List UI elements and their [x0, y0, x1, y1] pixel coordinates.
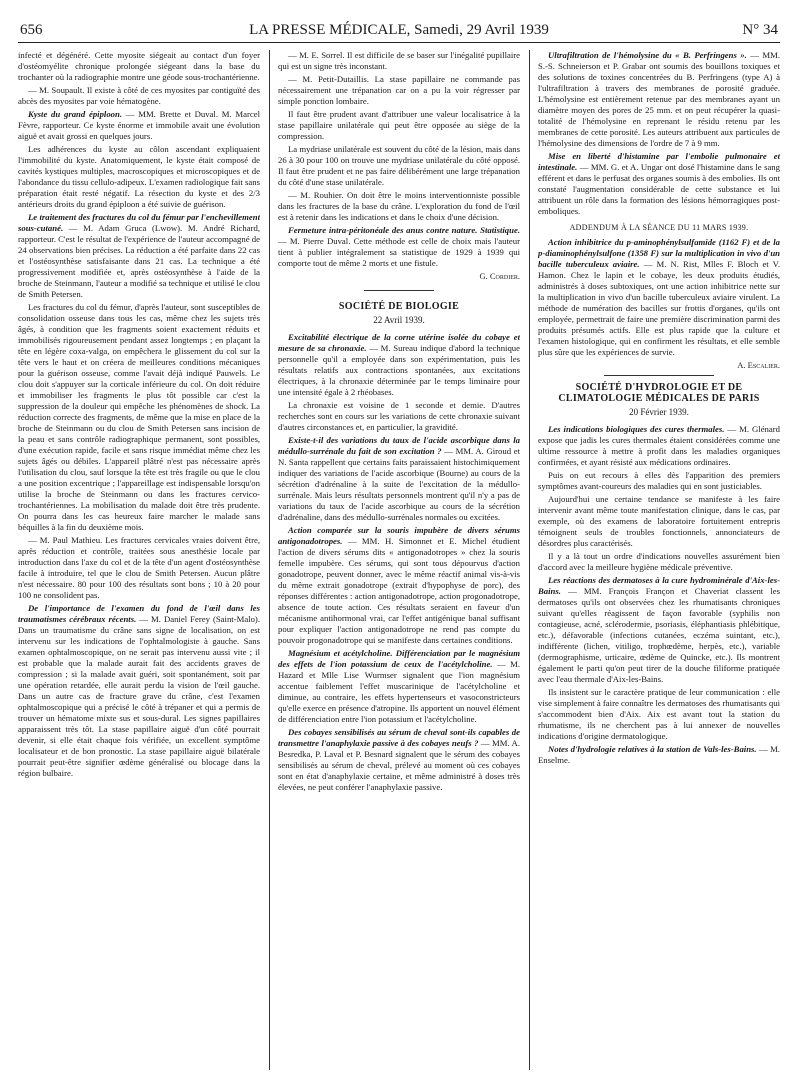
paragraph-text: — M. Sureau indique d'abord la technique personnelle qu'il a employée dans son expérimentation, puis les résultats relatifs aux contractions spontanées, aux excitations électriques, à la chronaxie déterminée par le temps liminaire pour une intensité égale à 2 rhéobases. — [278, 343, 520, 397]
society-heading: SOCIÉTÉ DE BIOLOGIE — [338, 301, 460, 312]
paragraph-text: — M. Paul Mathieu. Les fractures cervicales vraies doivent être, après réduction et contrôle, traitées sous anesthésie locale par introduction dans l'axe du col et de la tête d'un agent d'ostéosynthèse facile à introduire, tel que le clou de Smith Petersen. Aucun plâtre n'est nécessaire. 80 pour 100 des résultats sont bons ; 10 à 20 pour 100 ne consolident pas. — [18, 535, 260, 600]
paragraph-text: — M. Rouhier. On doit être le moins interventionniste possible dans les fractures de la base du crâne. L'exploration du fond de l'œil est à retenir dans les indications et dans le choix d'une décision. — [278, 190, 520, 222]
paragraph-text: Les fractures du col du fémur, d'après l'auteur, sont susceptibles de consolidation osseuse dans tous les cas, même chez les sujets très âgés, à condition que les fragments soient exactement réduits et immobilisés rigoureusement pendant assez longtemps ; en plaçant la tête en légère coxa-valga, on empêchera le glissement du col sur la tête vers le haut et on créera de meilleures conditions mécaniques pour la guérison osseuse, comme l'avait déjà indiqué Pauwels. Le clou doit s'appuyer sur la corticale inférieure du col. On doit réduire et immobiliser les fragments le plus tôt possible car c'est la suppression de la douleur qui empêche les phénomènes de shock. La réduction correcte des fragments, de même que la mise en place de la broche de Steinmann ou du clou de Smith Petersen sans incision de la peau et sans contrôle radiographique permanent, sont possibles, d'une exécution rapide, facile et sans risque immédiat même chez les sujets âgés ou débiles. L'appareil plâtré n'est pas nécessaire après l'utilisation du clou, sauf lorsque la tête est très fragile ou que le clou a une position excentrique ; l'appareillage est indispensable lorsqu'on utilise la broche de Steinmann ou dans les fractures cervico-trochantériennes. La mobilisation du malade doit être très prudente. On pourra dans les cas heureux faire marcher le malade sans béquilles à la fin du deuxième mois. — [18, 302, 260, 532]
paragraph — [538, 470, 780, 492]
paragraph-text: — M. Daniel Ferey (Saint-Malo). Dans un traumatisme du crâne sans signe de localisation, on est intervenu sur les indications de l'ophtalmologiste à gauche. Sans examen ophtalmoscopique, on ne serait pas intervenu aussi vite ; il est probable que la malade aurait fait des accidents graves de compression ; si la malade avait guéri, soit spontanément, soit par une opération retardée, elle aurait perdu la vision de l'œil gauche. Dans un autre cas de fracture grave du crâne, c'est l'examen ophtalmoscopique qui a précisé le côté à trépaner et qui a permis de trouver un hématome mixte sus et sous-dural. Les signes papillaires apparaissent très tôt. La stase papillaire aiguë d'un côté pourrait devenir, si elle était chaque fois vérifiée, un excellent symptôme localisateur et de bon pronostic. La stase papillaire aiguë bilatérale pourrait peut-être signifier œdème généralisé ou blocage dans la région bulbaire. — [18, 614, 260, 778]
column-2 — [278, 50, 520, 1070]
paragraph-text: — MM. H. Simonnet et E. Michel étudient l'action de divers sérums dits « antigonadotropes » chez la souris femelle impubère. Ces sérums, qui sont tous dépourvus d'action gonadotrope, peuvent donner, avec le même réactif animal vis-à-vis du même extrait gonadotrope (extrait d'hypophyse de porc), des réponses différentes : action antigonadotrope, action progonadotrope, absence de toute action. Ces résultats seraient en faveur d'un mécanisme antihormonal vrai, car l'effet antigénique banal suffisant pour expliquer l'action antigonadotrope ne rend pas compte du pouvoir progonadotrope qui se manifeste dans certaines conditions. — [278, 536, 520, 645]
paragraph-text: La chronaxie est voisine de 1 seconde et demie. D'autres recherches sont en cours sur les variations de cette chronaxie suivant d'autres circonstances et, en particulier, la gravidité. — [278, 400, 520, 432]
paragraph-text: — M. Adam Gruca (Lwow). M. André Richard, rapporteur. C'est le résultat de l'expérience de l'auteur accompagné de 24 observations bien précises. La réduction a été parfaite dans 22 cas et l'ostéosynthèse satisfaisante dans 21 cas. La technique a été progressivement modifiée et, après ostéosynthèse à l'aide de la broche de Steinmann, l'auteur a modifié sa technique et utilisé le clou de Smith Petersen. — [18, 223, 260, 299]
paragraph-heading: Notes d'hydrologie relatives à la station de Vals-les-Bains. — [548, 744, 757, 754]
signature: A. Escalier. — [737, 360, 780, 370]
col3c-paragraphs — [538, 424, 780, 766]
paragraph-text: — MM. Brette et Duval. M. Marcel Fèvre, rapporteur. Ce kyste énorme et immobile avait une évolution aiguë et avait grossi en quelques jours. — [18, 109, 260, 141]
paragraph — [278, 332, 520, 398]
paragraph — [278, 435, 520, 523]
paragraph-text: — MM. S.-S. Schneierson et P. Grabar ont soumis des bouillons toxiques et des solutions de toxines concentrées du B. Perfringens (type A) à l'ultrafiltration à travers des membranes de porosité graduée. L'hémolysine est entièrement retenue par des membranes ayant un diamètre moyen des pores de 25 mm. et on peut récupérer la quasi-totalité de l'hémolysine en reprenant le résidu retenu par les membranes de cette porosité. Les auteurs attribuent aux particules de l'hémolysine des dimensions de l'ordre de 7 à 9 mm. — [538, 50, 780, 148]
page-header — [18, 20, 780, 43]
paragraph-heading: Existe-t-il des variations du taux de l'acide ascorbique dans la médullo-surrénale du fait de son excitation ? — [278, 435, 520, 456]
paragraph — [278, 144, 520, 188]
paragraph — [18, 50, 260, 83]
paragraph-heading: Les réactions des dermatoses à la cure hydrominérale d'Aix-les-Bains. — [538, 575, 780, 596]
paragraph — [538, 551, 780, 573]
paragraph-text: Il faut être prudent avant d'attribuer une valeur localisatrice à la stase papillaire unilatérale qui peut être opposée au siège de la compression. — [278, 109, 520, 141]
section-separator — [364, 290, 434, 291]
paragraph-heading: Kyste du grand épiploon. — [28, 109, 123, 119]
issue-number: N° 34 — [742, 22, 778, 38]
paragraph — [18, 212, 260, 300]
page-number: 656 — [20, 22, 43, 38]
paragraph-text: — MM. A. Besredka, P. Laval et P. Besnard signalent que le sérum des cobayes sensibilisés au sérum de cheval, prélevé au moment où ces cobayes sont en état d'anaphylaxie certaine, et même administré à doses très élevées, ne peut conférer l'anaphylaxie passive. — [278, 738, 520, 792]
paragraph — [538, 50, 780, 149]
paragraph — [538, 744, 780, 766]
paragraph-text: — M. Pierre Duval. Cette méthode est celle de choix mais l'auteur tient à publier intégralement sa statistique de 1929 à 1939 qui comporte tout de même 2 morts et une fistule. — [278, 236, 520, 268]
session-date: 22 Avril 1939. — [373, 315, 425, 325]
paragraph-text: La mydriase unilatérale est souvent du côté de la lésion, mais dans 26 à 30 pour 100 on trouve une mydriase unilatérale du côté opposé. Il faut être prudent et ne pas faire délibérément une large trépanation du côté d'une stase unilatérale. — [278, 144, 520, 187]
paragraph — [278, 74, 520, 107]
column-1 — [18, 50, 260, 1070]
paragraph-heading: Ultrafiltration de l'hémolysine du « B. Perfringens ». — [548, 50, 747, 60]
paragraph — [278, 727, 520, 793]
column-3 — [538, 50, 780, 1070]
addendum-heading: ADDENDUM À LA SÉANCE DU 11 MARS 1939. — [569, 223, 749, 232]
session-date: 20 Février 1939. — [629, 407, 689, 417]
paragraph — [18, 109, 260, 142]
paragraph-text: — M. Glénard expose que jadis les cures thermales étaient considérées comme une ultime ressource à mettre à profit dans les maladies organiques confirmées, et ayant résisté aux médications ordinaires. — [538, 424, 780, 467]
paragraph — [278, 648, 520, 725]
paragraph-text: infecté et dégénéré. Cette myosite siégeait au contact d'un foyer d'ostéomyélite chronique prolongée siégeant dans la base du trochanter où la radiographie montre une géode sous-trochantérienne. — [18, 50, 260, 82]
paragraph-text: — MM. François Françon et Chaveriat classent les dermatoses qu'ils ont observées chez les rhumatisants chroniques suivant qu'elles réagissent de façon favorable (syphilis non contagieuse, acné, sclérodermie, psoriasis, éléphantiasis phlébitique, etc.), défavorable (infections cutanées, eczéma suintant, etc.), indifférente (lichen, vitiligo, trophœdème, herpès, etc.), variable (dermographisme, urticaire, œdème de Quincke, etc.). Ils montrent également le parti qu'on peut tirer de la douche filiforme pratiquée avec l'eau thermale d'Aix-les-Bains. — [538, 586, 780, 684]
paragraph-text: — M. Petit-Dutaillis. La stase papillaire ne commande pas nécessairement une trépanation car on a pu la voir régresser par simple ponction lombaire. — [278, 74, 520, 106]
paragraph-heading: Les indications biologiques des cures thermales. — [548, 424, 725, 434]
paragraph-heading: Mise en liberté d'histamine par l'embolie pulmonaire et intestinale. — [538, 151, 780, 172]
paragraph-text: — MM. G. et A. Ungar ont dosé l'histamine dans le sang efférent et dans le perfusat des organes soumis à des embolies. Ils ont constaté l'augmentation considérable de cette substance et lui attribuent un rôle dans la formation des lésions hémorragiques post-emboliques. — [538, 162, 780, 216]
paragraph-text: Il y a là tout un ordre d'indications nouvelles assurément bien d'accord avec la meilleure hygiène médicale préventive. — [538, 551, 780, 572]
paragraph — [18, 144, 260, 210]
paragraph — [538, 237, 780, 358]
paragraph — [278, 190, 520, 223]
paragraph-heading: Excitabilité électrique de la corne utérine isolée du cobaye et mesure de sa chronaxie. — [278, 332, 520, 353]
col3b-paragraphs — [538, 237, 780, 358]
paragraph-text: — M. Soupault. Il existe à côté de ces myosites par contiguïté des abcès des myosites par voie hématogène. — [18, 85, 260, 106]
paragraph-heading: De l'importance de l'examen du fond de l'œil dans les traumatismes cérébraux récents. — [18, 603, 260, 624]
paragraph — [538, 494, 780, 549]
paragraph — [18, 535, 260, 601]
paragraph-heading: Fermeture intra-péritonéale des anus contre nature. Statistique. — [288, 225, 520, 235]
column-rule — [269, 50, 270, 1070]
paragraph — [278, 225, 520, 269]
column-rule — [529, 50, 530, 1070]
paragraph-text: Aujourd'hui une certaine tendance se manifeste à les faire intervenir avant même toute manifestation clinique, dans le cas, par exemple, où des examens de laboratoire fortuitement entrepris témoignent seuls de troubles fonctionnels, annonciateurs de désordres plus caractérisés. — [538, 494, 780, 548]
paragraph — [278, 50, 520, 72]
paragraph-text: Ils insistent sur le caractère pratique de leur communication : elle vise simplement à faire connaître les dermatoses des rhumatisants qui s'accommodent bien d'Aix. Aix est avant tout la station du rhumatisme, ils ne cherchent pas à lui annexer de nouvelles indications d'origine dermatologique. — [538, 687, 780, 741]
paragraph-heading: Le traitement des fractures du col du fémur par l'enchevillement sous-cutané. — [18, 212, 260, 233]
col3a-paragraphs — [538, 50, 780, 217]
paragraph — [278, 400, 520, 433]
paragraph — [538, 575, 780, 685]
paragraph-text: — M. N. Rist, Mlles F. Bloch et V. Hamon. Chez le lapin et le cobaye, les deux produits étudiés, administrés à doses subtoxiques, ont une action inhibitrice nette sur la multiplication in vivo d'un bacille tuberculeux aviaire virulent. La méthode de numération des bacilles sur frottis d'organes, qu'ils ont employée, permettrait de faire une première discrimination parmi des produits présumés actifs. Elle est plus rapide que la culture et l'examen histologique, qui en confirment les résultats, et elle semble plus sûre que les expériences de survie. — [538, 259, 780, 357]
col2a-paragraphs — [278, 50, 520, 269]
paragraph — [18, 85, 260, 107]
signature: G. Cordier. — [479, 271, 520, 281]
paragraph — [538, 687, 780, 742]
paragraph-text: — M. E. Sorrel. Il est difficile de se baser sur l'inégalité pupillaire qui est un signe très inconstant. — [278, 50, 520, 71]
paragraph — [278, 525, 520, 646]
paragraph-text: — MM. A. Giroud et N. Santa rappellent que certains faits paraissaient histochimiquement indiquer des variations de l'acide ascorbique (Bourne) au cours de la sécrétion d'adrénaline à la suite de l'excitation de la médullo-surrénale. Mais leurs résultats personnels montrent qu'il n'y a pas de variations du taux de l'acide ascorbique au cours de la sécrétion d'adrénaline, dans des médullo-surrénales normales ou excitées. — [278, 446, 520, 522]
journal-title: LA PRESSE MÉDICALE, Samedi, 29 Avril 1939 — [249, 22, 549, 38]
paragraph — [538, 424, 780, 468]
paragraph-text: — M. Hazard et Mlle Lise Wurmser signalent que l'ion magnésium accentue faiblement l'effet muscarinique de l'acétylcholine et diminue, au contraire, les effets hypertenseurs et vasoconstricteurs qu'elle exerce en présence d'atropine. Ils apportent un nouvel élément de différenciation entre l'ion potassium et l'acétylcholine. — [278, 659, 520, 724]
section-separator — [604, 375, 714, 376]
paragraph-text: Les adhérences du kyste au côlon ascendant expliquaient l'immobilité du kyste. Anatomiquement, le kyste était composé de cavités kystiques multiples, macroscopiques et microscopiques et de l'abondance du tissu cellulo-adipeux. L'examen radiologique fait sans préparation était resté négatif. La résection du kyste et des 2/3 antérieurs droits du grand épiploon a été suivie de guérison. — [18, 144, 260, 209]
paragraph-heading: Action comparée sur la souris impubère de divers sérums antigonadotropes. — [278, 525, 520, 546]
society-heading: SOCIÉTÉ D'HYDROLOGIE ET DE CLIMATOLOGIE MÉDICALES DE PARIS — [558, 382, 760, 404]
col1-paragraphs — [18, 50, 260, 779]
paragraph-text: Puis on eut recours à elles dès l'apparition des premiers symptômes avant-coureurs des maladies qui en sont justiciables. — [538, 470, 780, 491]
paragraph — [18, 603, 260, 779]
paragraph-heading: Magnésium et acétylcholine. Différenciation par le magnésium des effets de l'ion potassium de ceux de l'acétylcholine. — [278, 648, 520, 669]
col2b-paragraphs — [278, 332, 520, 793]
paragraph — [278, 109, 520, 142]
paragraph — [538, 151, 780, 217]
paragraph-text: — M. Enselme. — [538, 744, 780, 765]
paragraph — [18, 302, 260, 533]
paragraph-heading: Action inhibitrice du p-aminophénylsulfamide (1162 F) et de la p-diaminophénylsulfone (1358 F) sur la multiplication in vivo d'un bacille tuberculeux aviaire. — [538, 237, 780, 269]
paragraph-heading: Des cobayes sensibilisés au sérum de cheval sont-ils capables de transmettre l'anaphylaxie passive à des cobayes neufs ? — [278, 727, 520, 748]
